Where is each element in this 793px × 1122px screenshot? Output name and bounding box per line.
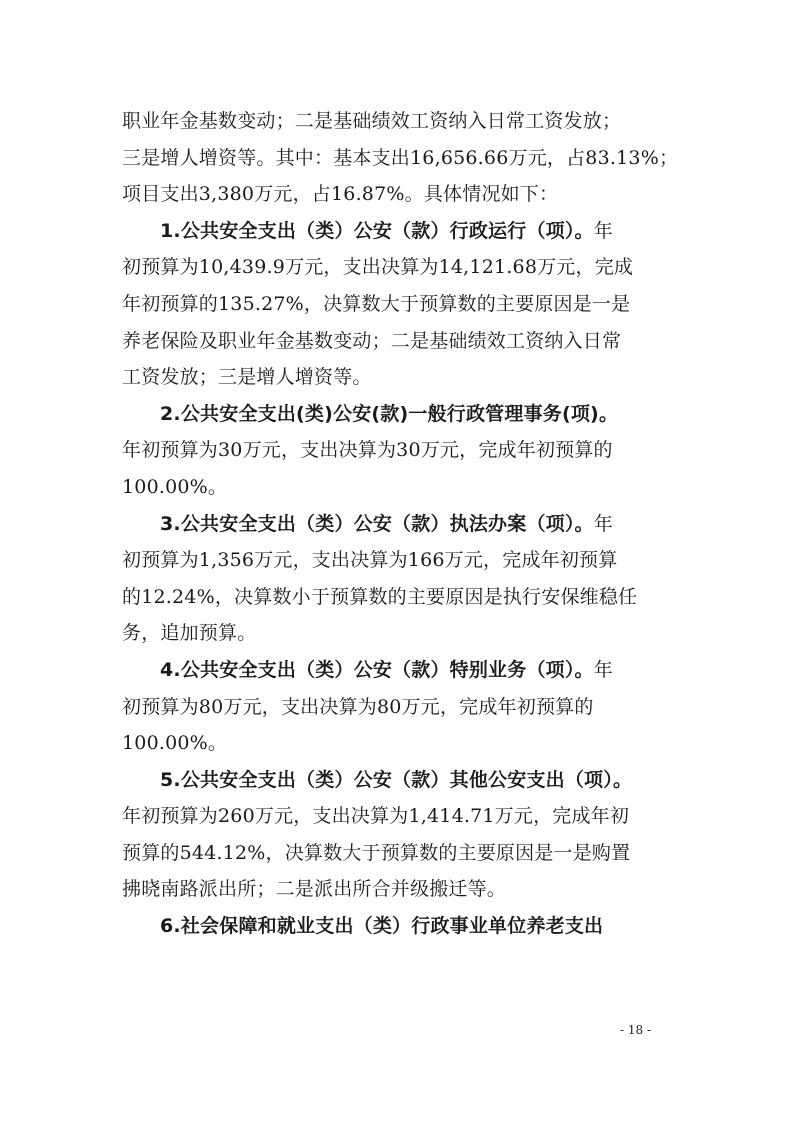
text-line: 100.00%。 (122, 732, 228, 755)
text-line: 的12.24%，决算数小于预算数的主要原因是执行安保维稳任 (122, 585, 638, 608)
section-3-heading: 3.公共安全支出（类）公安（款）执法办案（项）。 (160, 512, 594, 535)
section-3-first-line (122, 506, 668, 543)
section-2-heading: 2.公共安全支出(类)公安(款)一般行政管理事务(项)。 (160, 402, 619, 425)
text-line: 初预算为1,356万元，支出决算为166万元，完成年初预算 (122, 549, 618, 572)
text-line: 年初预算为260万元，支出决算为1,414.71万元，完成年初 (122, 805, 630, 828)
section-1-first-line (122, 213, 668, 250)
section-1-heading: 1.公共安全支出（类）公安（款）行政运行（项）。 (160, 219, 594, 242)
section-6-heading: 6.社会保障和就业支出（类）行政事业单位养老支出 (160, 915, 604, 938)
section-4-heading: 4.公共安全支出（类）公安（款）特别业务（项）。 (160, 658, 594, 681)
text-line: 年初预算的135.27%，决算数大于预算数的主要原因是一是 (122, 292, 631, 315)
page-number: - 18 - (620, 1023, 652, 1037)
text-line: 职业年金基数变动；二是基础绩效工资纳入日常工资发放； (122, 110, 622, 132)
section-3-first-line-rest: 年 (593, 512, 613, 535)
section-2-first-line (122, 396, 668, 433)
text-line: 初预算为80万元，支出决算为80万元，完成年初预算的 (122, 695, 594, 718)
section-6-first-line (122, 908, 668, 945)
text-line: 项目支出3,380万元，占16.87%。具体情况如下： (122, 183, 559, 206)
text-line: 初预算为10,439.9万元，支出决算为14,121.68万元，完成 (122, 256, 634, 279)
section-4-first-line (122, 652, 668, 689)
text-line: 务，追加预算。 (122, 622, 257, 645)
text-line: 工资发放；三是增人增资等。 (122, 366, 372, 389)
section-5-heading: 5.公共安全支出（类）公安（款）其他公安支出（项）。 (160, 768, 633, 791)
text-line: 100.00%。 (122, 475, 228, 498)
text-line: 养老保险及职业年金基数变动；二是基础绩效工资纳入日常 (122, 329, 622, 352)
section-1-first-line-rest: 年 (593, 219, 613, 242)
section-4-first-line-rest: 年 (593, 658, 613, 681)
text-line: 三是增人增资等。其中：基本支出16,656.66万元，占83.13%； (122, 146, 679, 169)
section-5-first-line (122, 762, 668, 799)
text-line: 年初预算为30万元，支出决算为30万元，完成年初预算的 (122, 439, 613, 462)
text-line: 拂晓南路派出所；二是派出所合并级搬迁等。 (122, 878, 507, 901)
document-body (122, 103, 679, 945)
text-line: 预算的544.12%，决算数大于预算数的主要原因是一是购置 (122, 841, 631, 864)
